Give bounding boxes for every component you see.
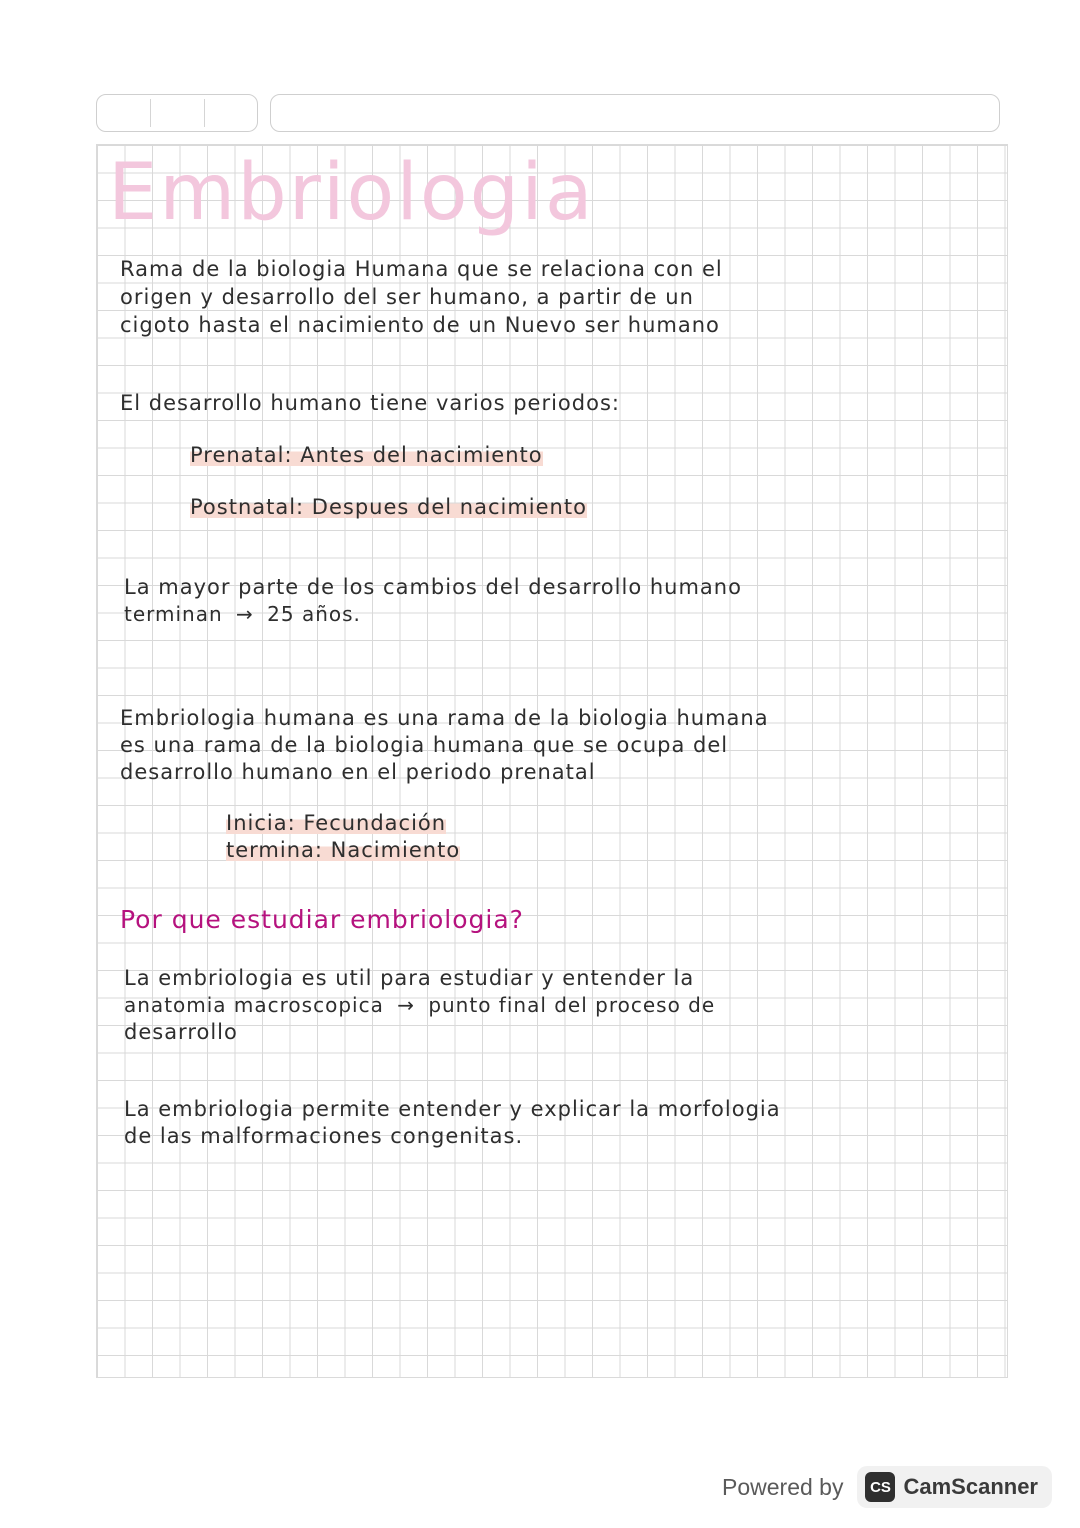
changes-line-2 — [124, 601, 361, 628]
why-line-2 — [124, 992, 715, 1019]
human-embryology-line-3: desarrollo humano en el periodo prenatal — [120, 760, 596, 784]
human-embryology-line-2: es una rama de la biologia humana que se ocupa del — [120, 733, 729, 757]
powered-by-text: Powered by — [722, 1473, 844, 1500]
why-line-2-start: anatomia macroscopica — [124, 993, 384, 1017]
ends-item — [226, 837, 460, 864]
header-title-box — [270, 94, 1000, 132]
postnatal-item — [190, 494, 587, 521]
changes-line-2-end: 25 años. — [267, 602, 361, 626]
malformations-line-1: La embriologia permite entender y explicar la morfologia — [124, 1097, 781, 1121]
prenatal-text: Prenatal: Antes del nacimiento — [190, 443, 543, 467]
date-divider — [150, 99, 151, 127]
arrow-icon: → — [397, 993, 415, 1017]
periods-heading: El desarrollo humano tiene varios periodos: — [120, 391, 620, 415]
why-line-3: desarrollo — [124, 1020, 238, 1044]
malformations-line-2: de las malformaciones congenitas. — [124, 1124, 524, 1148]
header-date-box — [96, 94, 258, 132]
why-heading: Por que estudiar embriologia? — [120, 905, 524, 934]
postnatal-text: Postnatal: Despues del nacimiento — [190, 495, 587, 519]
page-title: Embriologia — [108, 148, 595, 238]
changes-line-2-start: terminan — [124, 602, 223, 626]
camscanner-brand: CamScanner — [903, 1474, 1038, 1499]
camscanner-watermark — [722, 1464, 1052, 1510]
intro-line-3: cigoto hasta el nacimiento de un Nuevo ser humano — [120, 313, 720, 337]
human-embryology-line-1: Embriologia humana es una rama de la biologia humana — [120, 706, 769, 730]
why-line-2-end: punto final del proceso de — [428, 993, 716, 1017]
intro-line-1: Rama de la biologia Humana que se relaciona con el — [120, 257, 723, 281]
camscanner-badge — [857, 1466, 1052, 1508]
starts-item — [226, 810, 446, 837]
why-line-1: La embriologia es util para estudiar y entender la — [124, 966, 695, 990]
arrow-icon: → — [236, 602, 254, 626]
date-divider — [204, 99, 205, 127]
starts-text: Inicia: Fecundación — [226, 811, 447, 835]
changes-line-1: La mayor parte de los cambios del desarrollo humano — [124, 575, 742, 599]
prenatal-item — [190, 442, 543, 469]
intro-line-2: origen y desarrollo del ser humano, a partir de un — [120, 285, 694, 309]
camscanner-logo-icon: CS — [865, 1472, 895, 1502]
ends-text: termina: Nacimiento — [226, 838, 461, 862]
